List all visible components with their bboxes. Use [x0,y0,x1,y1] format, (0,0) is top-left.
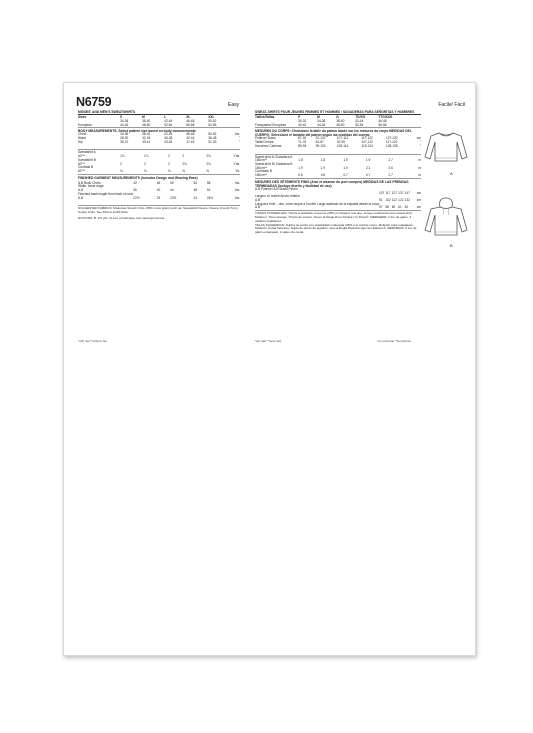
table-cell: 42-44 [164,132,173,137]
table-cell: 36-48 [208,136,217,140]
divider [255,178,421,179]
table-cell: 30-32 [298,118,307,123]
table-cell: 107 [378,190,385,195]
table-cell: 56-58 [186,122,195,127]
table-cell: 46-48 [186,118,195,123]
table-cell: 128-135 [385,143,398,148]
table-cell: 150cm** [255,173,268,178]
table-cell: Finished back length from back of neck [78,191,134,196]
table-cell: Contrast B [78,165,94,170]
table-cell: Tailles/Tallas [255,115,275,120]
table-cell: 2.7 [388,158,393,163]
mesures-table [255,137,421,148]
table-cell: Ins. [234,180,240,185]
body-measurements-heading: BODY MEASUREMENTS: Select pattern size based on body measurements [78,129,196,134]
table-cell: 28-30 [120,136,129,140]
suggested-fabrics: SUGGESTED FABRICS: Moderate Stretch Knits (25% cross grain) such as: Sweatshirt Fleece, Fleece, French Terry, Cotton Knits. See Pick-A-Knit® Rule. [78,206,239,215]
table-cell: 2 [167,161,170,166]
table-cell: 57 [378,205,383,210]
table-cell: 119-124 [361,143,373,148]
table-cell: cm [416,205,421,210]
size-table-fr-es [255,116,421,127]
table-cell: A,B Poitrine/ A,B Busto-Pecho [255,186,298,191]
table-cell: A,B [78,195,84,200]
table-cell: 60"** [78,161,86,166]
table-cell: 54 [193,180,198,185]
table-cell: TTG/XXG [378,115,393,120]
table-cell: 50-52 [208,118,217,123]
table-cell: 23½ [170,195,177,200]
view-a-label: A [450,171,453,176]
table-cell: 2 [144,161,146,166]
table-cell: 46-48 [378,118,387,123]
table-cell: XXL [208,115,215,120]
table-cell: 44-46 [120,122,129,127]
table-cell: 150cm** [255,158,268,163]
divider [78,127,240,128]
table-cell: " [238,136,240,140]
table-cell: 0.6 [298,173,303,178]
table-cell: 34-36 [120,118,129,123]
table-cell: 48-50 [336,122,345,127]
table-cell: 58 [385,205,389,210]
table-cell: 40 [156,188,161,193]
difficulty-label-fr-es: Facile/ Fácil [438,102,465,108]
table-cell: m [418,158,421,163]
table-cell: 1.9 [298,165,303,170]
table-cell: 52-54 [355,122,364,127]
table-cell: 46-48 [186,132,195,137]
table-cell: ⅜ [120,168,123,173]
pattern-number: N6759 [76,95,112,109]
tissus-conseilles: TISSUS CONSEILLÉS: Tricots à élasticité moyenne (25% en largeur) tels que, Jersey molletonné pour sweat-shirt, Molleton, Tissu éponge, Tricots de cotons. Voyez la Règle-Pour-Choisir-Un-Tricot®. MERCERIE: 2.1m de galon, 2 oeillets métalliques. [255,211,413,223]
table-cell: 38-40 [142,118,151,123]
table-cell: 44-46 [317,122,326,127]
table-cell: 91 [378,198,383,203]
table-cell: 132 [404,198,410,203]
table-cell: 71-76 [298,140,307,145]
table-cell: 2.6 [388,165,393,170]
table-cell: 50 [170,180,174,185]
english-title: MISSES' AND MEN'S SWEATSHIRTS [78,110,136,114]
divider [78,149,240,150]
table-cell: Sweatshirt B [78,157,96,162]
table-cell: TG/XG [355,115,366,120]
table-cell: 107-112 [336,136,349,141]
table-cell: 61 [398,205,402,210]
table-cell: Yds. [233,154,240,159]
sweatshirt-a-illustration [424,127,468,167]
table-cell: 81-87 [315,140,324,145]
table-cell: 42-44 [355,118,364,123]
table-cell: Hip [78,139,83,144]
table-cell: 58 [206,180,211,185]
table-cell: 40-42 [298,122,307,127]
table-cell: 34-36 [317,118,326,123]
table-cell: 127 [391,190,398,195]
table-cell: Françaises/ Europeas [255,122,287,127]
table-cell: 1.9 [343,158,348,163]
table-cell: S [120,115,123,120]
table-cell: 89-94 [298,143,307,148]
table-cell: 22½ [133,195,140,200]
body-measurements-table [78,133,240,144]
table-cell: 54-56 [208,122,217,127]
table-cell: 1.9 [365,158,371,163]
sweatshirt-b-illustration [424,197,468,239]
table-cell: ⅜ [144,168,147,173]
table-cell: " [238,139,240,144]
footnote-fr: *par nats **sans nats [255,339,282,343]
table-cell: Waist [78,136,86,140]
table-cell: cm [416,198,421,203]
table-cell: A,B [255,205,261,210]
difficulty-label-en: Easy [228,102,240,108]
table-cell: ⅜ [167,168,171,173]
table-cell: " [419,140,421,145]
table-cell: cm [416,136,421,141]
table-cell: 87-92 [298,136,307,141]
table-cell: 38-40 [336,118,345,123]
divider [78,174,240,175]
table-cell: 1.8 [298,158,303,163]
table-cell: Longueur finie – dos, votre nuque à l'ourlet/ Largo acabado de la espalda desde la nuca [255,201,379,206]
table-cell: 1⅞ [120,154,125,159]
table-cell: 2 [167,154,170,159]
table-cell: 1⅞ [144,154,149,159]
table-cell: 112 [391,198,397,203]
table-cell: 46 [156,180,161,185]
table-cell: 43-45 [164,139,173,144]
table-cell: cm [416,190,421,195]
footnote-en: *with nap **without nap [78,339,107,343]
table-cell: 2 [182,154,185,159]
table-cell: m [418,173,421,178]
table-cell: Yds. [233,161,240,166]
view-b-label: B [450,243,453,248]
table-cell: Chest [78,132,87,137]
table-cell: 1.8 [320,158,326,163]
table-cell: 52-54 [164,122,173,127]
table-cell: 44 [170,188,174,193]
table-cell: Sweatshirt A [78,150,96,155]
table-cell: 39-41 [142,139,151,144]
pattern-instruction-sheet [63,82,476,656]
table-cell: 127-132 [385,136,398,141]
table-cell: 50-52 [208,132,217,137]
table-cell: 2.1 [365,165,371,170]
table-cell: 62 [404,205,409,210]
table-cell: 0.7 [343,173,348,178]
table-cell: Taille/Cintura [255,140,274,145]
table-cell: 109-114 [336,143,349,148]
table-cell: 1.9 [320,165,326,170]
table-cell: M [142,115,145,120]
finished-measurements-heading: FINISHED GARMENT MEASUREMENTS (Includes Design and Wearing Ease) [78,175,198,180]
table-cell: A,B Bust/ Chest [78,180,101,185]
table-cell: ⅜ [182,168,186,173]
table-cell: 38-40 [142,132,151,137]
mesures-finies-table [255,188,421,210]
table-cell: G [336,115,339,120]
table-cell: 107-112 [361,140,373,145]
table-cell: 102 [385,198,391,203]
table-cell: 32-34 [142,136,151,140]
english-column [78,110,240,221]
table-cell: 92-99 [336,140,346,145]
table-cell: 1.9 [343,165,348,170]
table-cell: 48 [193,188,198,193]
table-cell: 56-58 [378,122,387,127]
divider [255,127,421,128]
table-cell: ⅜ [206,168,209,173]
table-cell: 24 [193,195,198,200]
table-cell: P [298,115,301,120]
metrage-table [255,156,421,178]
table-cell: 34-36 [120,132,129,137]
table-cell: European [78,122,92,127]
footnote-es: *con pelo/nap **sin pelo/sin [377,339,412,343]
table-cell: 48-50 [142,122,151,127]
divider [78,114,240,115]
table-cell: Largeur à l'ourlet/ Ancho inferior [255,194,301,199]
table-cell: 99-104 [315,143,326,148]
mesures-finies-heading: MESURES DES VÊTEMENTS FINIS (Aisé et aisance du port compris) MEDIDAS DE LAS PRENDAS TERMINADAS (Incluye diseño y facilidad de uso) [255,179,409,188]
table-cell: 117-122 [385,140,398,145]
yardage-table [78,151,240,173]
table-cell: Sweat-shirt B/ Sudadera B [255,161,293,166]
table-cell: 2 [120,161,122,166]
table-cell: A,B [78,188,84,193]
table-cell: " [419,143,421,148]
table-cell: 2⅛ [206,154,211,159]
table-cell: Yd. [235,168,240,173]
table-cell: Poitrine/ Busto [255,136,276,141]
table-row [255,145,421,149]
table-cell: m [418,165,421,170]
table-cell: 2⅛ [206,161,211,166]
table-cell: 36 [133,188,137,193]
table-cell: 0.7 [388,173,393,178]
table-cell: 42-44 [164,118,173,123]
table-cell: 0.7 [365,173,371,178]
table-cell: M [317,115,320,120]
french-spanish-column [255,110,421,235]
table-cell: 117 [385,190,391,195]
table-cell: L [164,115,167,120]
table-cell: 97-102 [315,136,326,141]
table-cell: 60 [391,205,396,210]
table-cell: 23 [156,195,161,200]
table-cell: 60"** [78,154,86,159]
table-cell: 137 [398,190,404,195]
table-cell: Contraste B [255,169,272,174]
table-cell: 36-38 [164,136,173,140]
table-cell: 24½ [206,195,214,200]
table-cell: 117-122 [361,136,373,141]
table-cell: 60"** [78,168,86,173]
table-cell: 35-37 [120,139,129,144]
table-cell: Ins. [234,195,240,200]
table-cell: Ins. [234,188,240,193]
table-cell: XL [186,115,191,120]
table-cell: 2⅛ [182,161,187,166]
table-cell: 52 [206,188,211,193]
table-cell: A,B [255,198,261,203]
table-cell: Ins. [234,132,240,137]
table-cell: 150cm** [255,165,268,170]
size-table-en [78,116,240,127]
table-cell: 147 [404,190,410,195]
table-cell: 42-44 [186,136,195,140]
table-cell: 47-49 [186,139,195,144]
table-cell: 51-53 [208,139,217,144]
table-cell: Width, lower edge [78,184,104,189]
table-cell: 122 [398,198,404,203]
table-cell: 0.6 [320,173,326,178]
notions: NOTIONS: B: 2⅜ yds. (2.1m) of twill tape, two metal grommets. [78,215,165,220]
table-cell: Sweat-shirt A/ Sudadera A [255,154,293,159]
finished-measurements-table [78,182,240,201]
table-cell: Hanches/ Caderas [255,143,282,148]
table-cell: 42 [133,180,137,185]
french-spanish-title: SWEAT-SHIRTS POUR JEUNES FEMMES ET HOMMES / SUDADERAS PARA SEÑORITAS Y HOMBRES [255,110,415,114]
table-cell: Sizes [78,115,87,120]
telas-sugeridas: TELAS SUGERIDAS: Tejidos de punto con elasticidad moderada (25% a lo ancho) como: Molletón para sudaderas, Molletón, Felpa francesa, Tejido de punto de algodón. Vea la Regla-Para-Escoger-los-Matiere®. MERCERIA: 2.1m de galón ensargado, 2 ojales de metal. [255,222,417,235]
mesures-heading: MESURES DU CORPS: Choisissez la taille du patron basée sur les mesures du corps MEDIDAS DEL CUERPO: Seleccione el tamaño del patrón según las medidas del cuerpo [255,129,412,138]
